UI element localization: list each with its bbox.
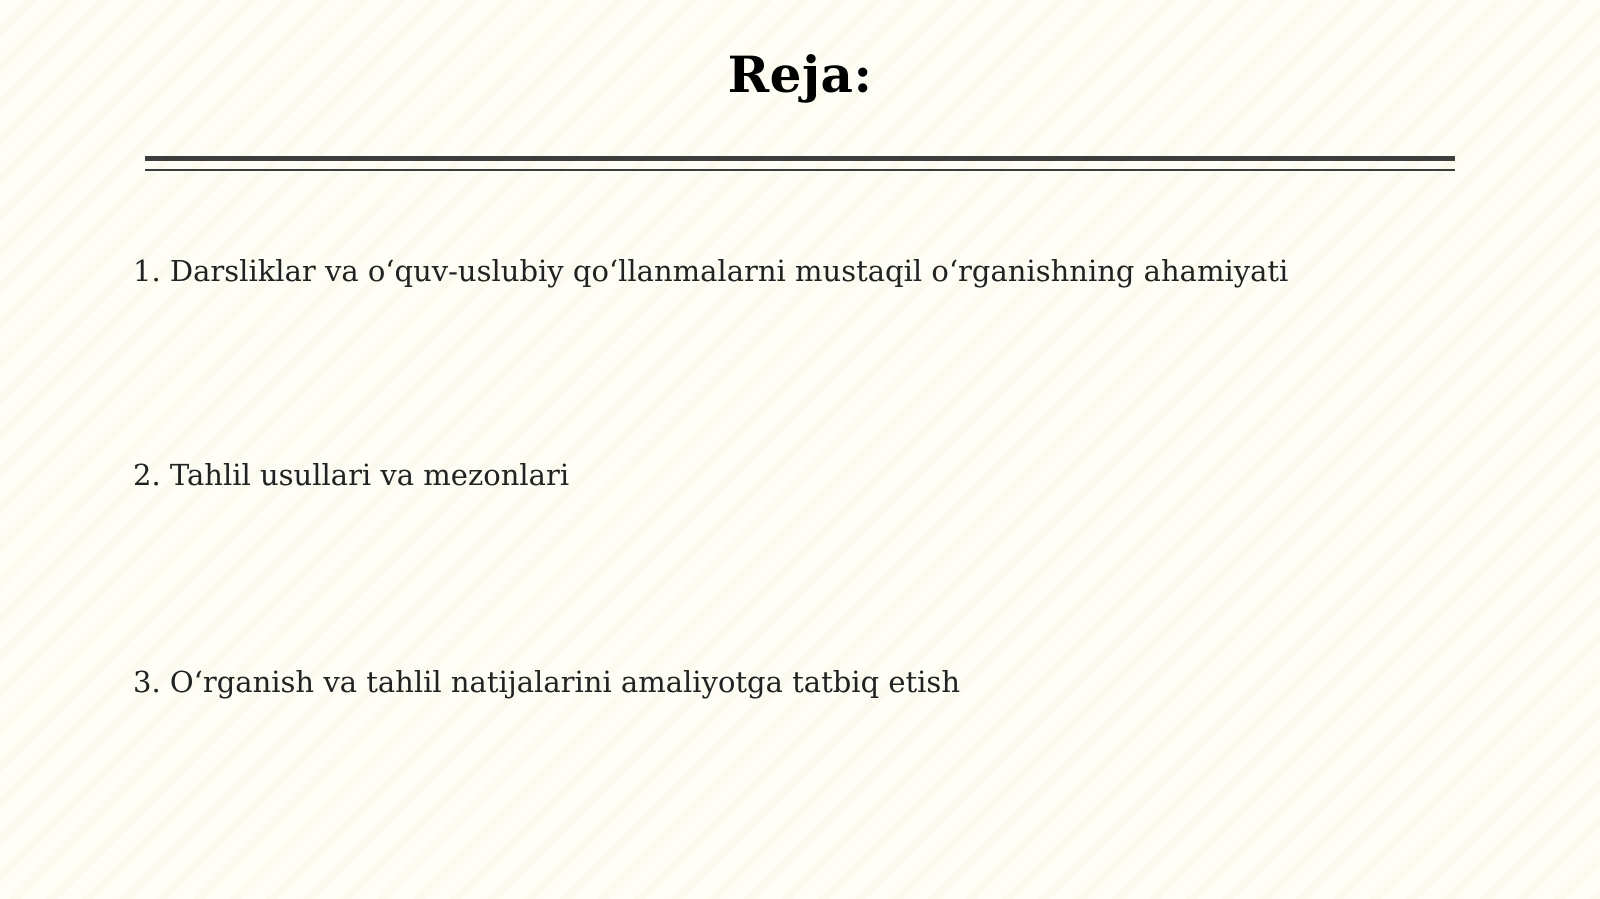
plan-item-2: 2. Tahlil usullari va mezonlari bbox=[133, 458, 570, 492]
plan-item-3: 3. O‘rganish va tahlil natijalarini amaliyotga tatbiq etish bbox=[133, 665, 960, 699]
slide-title: Reja: bbox=[727, 45, 873, 104]
title-divider-thin bbox=[145, 169, 1455, 171]
title-divider-thick bbox=[145, 156, 1455, 161]
plan-item-1: 1. Darsliklar va o‘quv-uslubiy qo‘llanmalarni mustaqil o‘rganishning ahamiyati bbox=[133, 254, 1289, 288]
